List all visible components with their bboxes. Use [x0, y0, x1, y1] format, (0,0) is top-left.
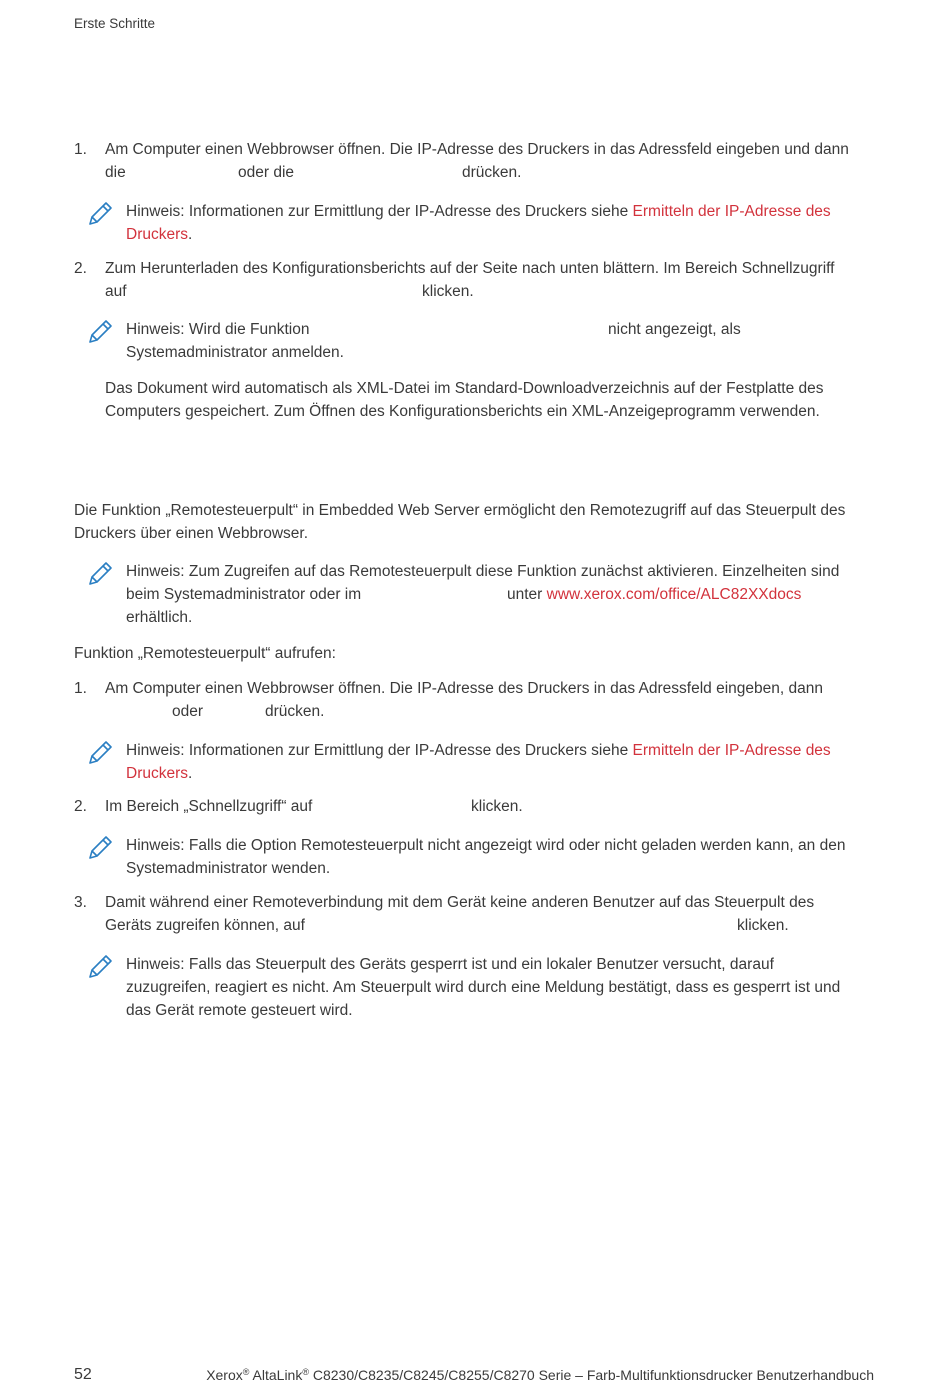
- paragraph-text: Das Dokument wird automatisch als XML-Datei im Standard-Downloadverzeichnis auf der Festplatte des: [105, 380, 824, 397]
- page-number: 52: [74, 1366, 92, 1383]
- ip-address-link[interactable]: Druckers: [126, 765, 189, 782]
- brand-name: Xerox: [206, 1367, 243, 1383]
- pencil-icon: [86, 953, 114, 981]
- step-number: 1.: [74, 141, 87, 158]
- paragraph-text: Computers gespeichert. Zum Öffnen des Konfigurationsberichts ein XML-Anzeigeprogramm verwenden.: [105, 403, 820, 420]
- step-text: Am Computer einen Webbrowser öffnen. Die IP-Adresse des Druckers in das Adressfeld eingeben und dann: [105, 141, 849, 158]
- note-text: nicht angezeigt, als: [608, 321, 741, 338]
- note-text: Hinweis: Wird die Funktion: [126, 321, 310, 338]
- product-name: AltaLink: [252, 1367, 303, 1383]
- ip-address-link[interactable]: Ermitteln der IP-Adresse des: [632, 742, 831, 759]
- step-number: 3.: [74, 894, 87, 911]
- note-text: beim Systemadministrator oder im: [126, 586, 362, 603]
- ip-address-link[interactable]: Ermitteln der IP-Adresse des: [632, 203, 831, 220]
- note-text: erhältlich.: [126, 609, 193, 626]
- manual-title: C8230/C8235/C8245/C8255/C8270 Serie – Farb-Multifunktionsdrucker Benutzerhandbuch: [312, 1367, 874, 1383]
- step-text: drücken.: [462, 164, 522, 181]
- note-text: Hinweis: Informationen zur Ermittlung der IP-Adresse des Druckers siehe: [126, 203, 629, 220]
- step-number: 1.: [74, 680, 87, 697]
- registered-mark: ®: [242, 1367, 250, 1377]
- step-text: auf: [105, 283, 127, 300]
- note-text: Systemadministrator anmelden.: [126, 344, 344, 361]
- step-text: Am Computer einen Webbrowser öffnen. Die IP-Adresse des Druckers in das Adressfeld eingeben, dann: [105, 680, 823, 697]
- step-number: 2.: [74, 260, 87, 277]
- pencil-icon: [86, 834, 114, 862]
- ip-address-link[interactable]: Druckers: [126, 226, 189, 243]
- note-text: unter: [507, 586, 543, 603]
- footer-title: [206, 1364, 874, 1387]
- note-text: zuzugreifen, reagiert es nicht. Am Steuerpult wird durch eine Meldung bestätigt, dass es gesperrt ist und: [126, 979, 841, 996]
- pencil-icon: [86, 560, 114, 588]
- step-text: klicken.: [737, 917, 789, 934]
- step-text: Im Bereich „Schnellzugriff“ auf: [105, 798, 313, 815]
- note-period: .: [188, 765, 193, 782]
- pencil-icon: [86, 318, 114, 346]
- step-text: Geräts zugreifen können, auf: [105, 917, 305, 934]
- note-text: Systemadministrator wenden.: [126, 860, 331, 877]
- running-header: Erste Schritte: [74, 16, 156, 31]
- registered-mark: ®: [302, 1367, 309, 1377]
- step-text: klicken.: [471, 798, 523, 815]
- step-text: oder die: [238, 164, 295, 181]
- paragraph-text: Die Funktion „Remotesteuerpult“ in Embedded Web Server ermöglicht den Remotezugriff auf das Steuerpult des: [74, 502, 846, 519]
- step-text: drücken.: [265, 703, 325, 720]
- step-text: oder: [172, 703, 204, 720]
- step-number: 2.: [74, 798, 87, 815]
- pencil-icon: [86, 200, 114, 228]
- step-text: Damit während einer Remoteverbindung mit dem Gerät keine anderen Benutzer auf das Steuerpult des: [105, 894, 815, 911]
- pencil-icon: [86, 739, 114, 767]
- note-text: Hinweis: Informationen zur Ermittlung der IP-Adresse des Druckers siehe: [126, 742, 629, 759]
- note-text: Hinweis: Falls die Option Remotesteuerpult nicht angezeigt wird oder nicht geladen werden kann, an den: [126, 837, 846, 854]
- paragraph-text: Druckers über einen Webbrowser.: [74, 525, 309, 542]
- note-text: das Gerät remote gesteuert wird.: [126, 1002, 353, 1019]
- note-text: Hinweis: Zum Zugreifen auf das Remotesteuerpult diese Funktion zunächst aktivieren. Einzelheiten sind: [126, 563, 840, 580]
- step-text: Zum Herunterladen des Konfigurationsberichts auf der Seite nach unten blättern. Im Bereich Schnellzugriff: [105, 260, 835, 277]
- lead-text: Funktion „Remotesteuerpult“ aufrufen:: [74, 645, 336, 662]
- xerox-docs-link[interactable]: www.xerox.com/office/ALC82XXdocs: [546, 586, 802, 603]
- step-text: klicken.: [422, 283, 474, 300]
- note-period: .: [188, 226, 193, 243]
- note-text: Hinweis: Falls das Steuerpult des Geräts gesperrt ist und ein lokaler Benutzer versucht, darauf: [126, 956, 774, 973]
- step-text: die: [105, 164, 126, 181]
